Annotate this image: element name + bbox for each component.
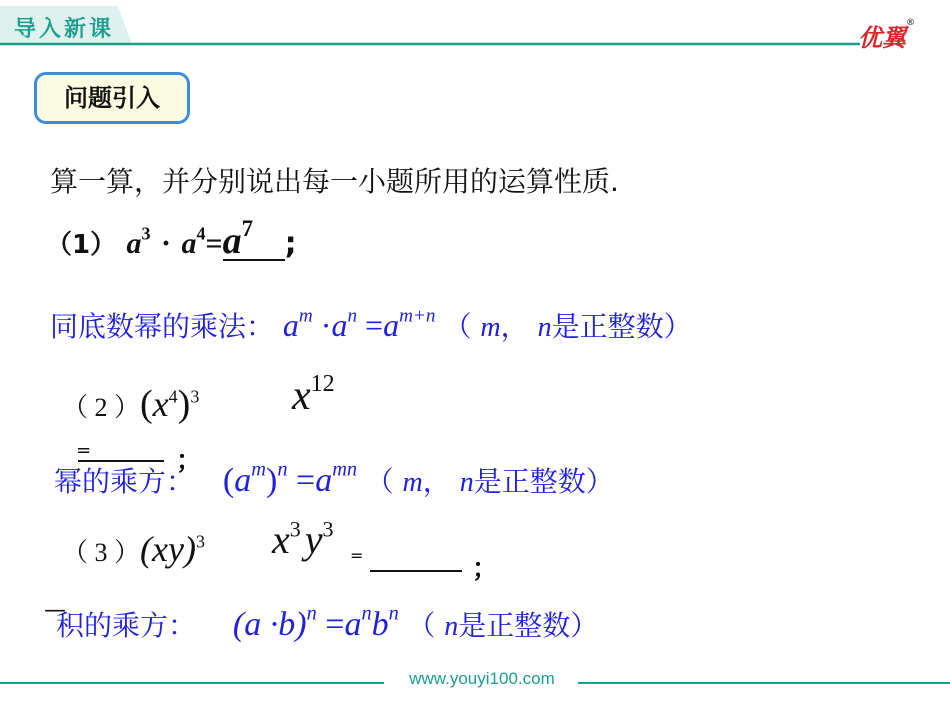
r1-res-exp: m+n	[399, 305, 436, 327]
footer-url[interactable]: www.youyi100.com	[409, 669, 555, 688]
r2-cond-open: （	[365, 465, 394, 498]
p2-equals: =	[76, 440, 92, 461]
rule-2	[54, 460, 614, 500]
r1-n: n	[347, 305, 358, 327]
r3-res-a: a	[344, 606, 362, 643]
header-tab-shape	[0, 0, 950, 50]
r3-res-b-exp: n	[388, 602, 399, 625]
p2-answer-base: x	[292, 373, 311, 419]
p3-label: （ 3 ）	[62, 538, 141, 567]
p3-semicolon: ；	[472, 554, 499, 584]
p3-dash: —	[44, 598, 66, 623]
r2-close: )	[265, 462, 278, 499]
problem-3	[62, 528, 205, 570]
problem-2	[62, 382, 199, 426]
r3-cond-n: n	[444, 611, 459, 642]
p3-expr: (xy)	[140, 529, 196, 569]
rule-3-label: 积的乘方：	[56, 609, 197, 642]
p2-open: (	[140, 383, 153, 425]
r3-res-b: b	[371, 606, 389, 643]
problem-1-label: （1）	[46, 230, 117, 260]
p2-answer	[292, 372, 335, 420]
p1-semicolon: ;	[284, 226, 297, 261]
brand-logo	[858, 18, 915, 53]
p2-semicolon: ；	[176, 446, 203, 476]
p1-equals: =	[205, 227, 223, 260]
r2-res-exp: mn	[332, 458, 358, 481]
r2-cond-text: 是正整数）	[473, 465, 614, 498]
p2-answer-exp: 12	[310, 371, 335, 397]
registered-mark: ®	[906, 18, 915, 28]
p1-base-a2: a	[181, 227, 197, 260]
r1-res: a	[383, 307, 400, 343]
r1-cond-m: m	[480, 312, 501, 343]
problem-1	[46, 215, 297, 262]
r2-cond-comma: ，	[422, 465, 451, 498]
r1-m: m	[298, 305, 313, 327]
footer-line-right	[578, 682, 950, 684]
r2-cond-m: m	[402, 467, 423, 498]
brand-name: 优翼	[858, 24, 906, 52]
header-bar	[0, 0, 950, 50]
rule-1	[50, 305, 692, 345]
r1-cond-open: （	[443, 310, 472, 343]
p1-answer-exp: 7	[241, 215, 253, 241]
intro-badge-label: 问题引入	[64, 84, 160, 112]
p1-base-a: a	[126, 227, 142, 260]
p3-equals: =	[350, 546, 364, 565]
intro-badge	[34, 72, 190, 124]
p1-exp-3: 3	[141, 223, 151, 244]
p2-x: x	[152, 384, 169, 424]
instruction-text: 算一算，并分别说出每一小题所用的运算性质.	[50, 165, 619, 198]
r3-expr-exp: n	[306, 602, 317, 625]
rule-3	[56, 604, 598, 644]
p2-outer-exp: 3	[190, 386, 200, 407]
r3-cond-open: （	[407, 609, 436, 642]
p2-close: )	[177, 383, 191, 425]
p3-ans-x: x	[272, 517, 290, 562]
p1-answer-base: a	[222, 220, 242, 262]
p3-ans-y-exp: 3	[322, 516, 334, 542]
r3-cond-text: 是正整数）	[458, 609, 599, 642]
r2-n: n	[277, 458, 288, 481]
r2-cond-n: n	[459, 467, 474, 498]
section-title: 导入新课	[14, 17, 115, 42]
r1-cond-n: n	[537, 312, 552, 343]
p3-expr-exp: 3	[195, 531, 205, 552]
r1-a: a	[282, 307, 299, 343]
p1-answer-blank	[222, 215, 285, 262]
rule-1-label: 同底数幂的乘法：	[50, 310, 275, 343]
r1-eq: =	[365, 307, 384, 343]
r3-res-a-exp: n	[361, 602, 372, 625]
p2-label: （ 2 ）	[62, 393, 141, 422]
r2-eq: =	[296, 462, 316, 499]
footer-line-left	[0, 682, 384, 684]
p3-answer	[272, 516, 334, 563]
r2-open: (	[222, 462, 235, 499]
r1-dot: ·	[320, 307, 332, 343]
p1-dot: ·	[161, 227, 172, 260]
r2-m: m	[251, 458, 266, 481]
r2-a: a	[234, 462, 252, 499]
r2-res: a	[315, 462, 333, 499]
p2-inner-exp: 4	[168, 386, 178, 407]
r3-eq: =	[325, 606, 345, 643]
rule-2-label: 幂的乘方：	[54, 465, 195, 498]
p3-ans-y: y	[304, 517, 323, 562]
r1-a2: a	[331, 307, 348, 343]
r1-cond-text: 是正整数）	[551, 310, 692, 343]
r1-cond-comma: ，	[500, 310, 529, 343]
p3-answer-blank	[370, 570, 462, 572]
p1-exp-4: 4	[196, 223, 206, 244]
p3-ans-x-exp: 3	[289, 516, 301, 542]
r3-expr: (a ·b)	[232, 606, 307, 643]
